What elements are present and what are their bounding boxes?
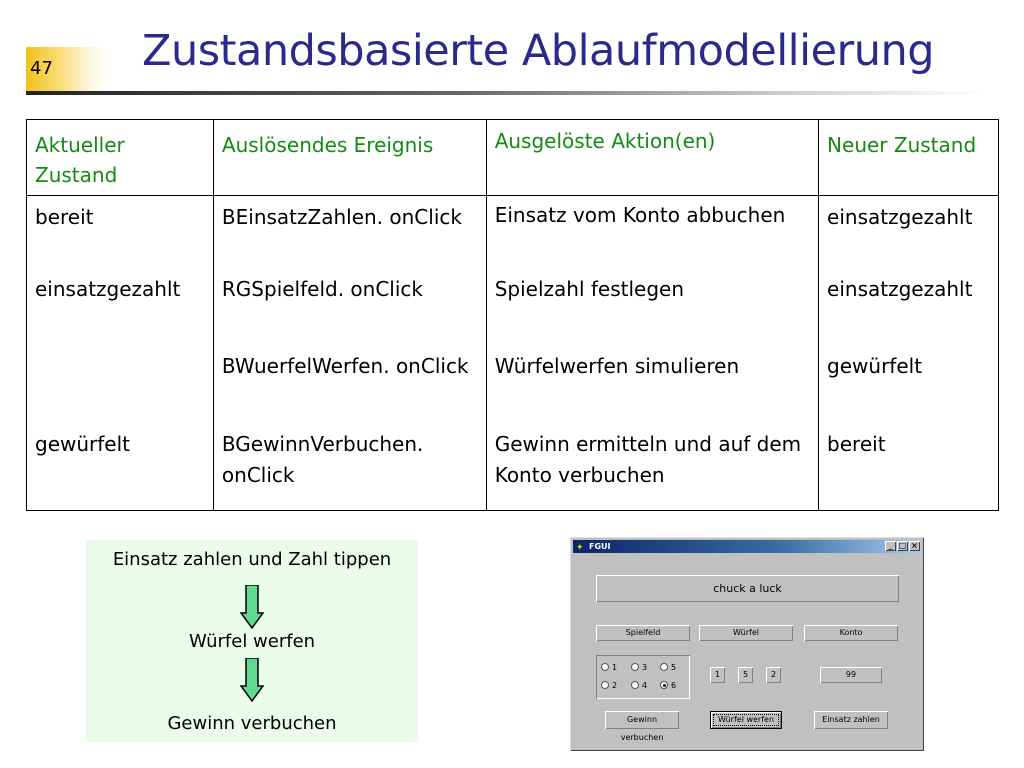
workflow-box: [86, 540, 418, 742]
radio-label: 5: [671, 663, 677, 672]
table-row: [27, 274, 999, 351]
section-label-spielfeld: Spielfeld: [596, 625, 690, 641]
table-cell: Gewinn ermitteln und auf dem Konto verbuchen: [486, 429, 818, 511]
table-cell: RGSpielfeld. onClick: [213, 274, 486, 351]
window-titlebar[interactable]: [573, 540, 921, 553]
die-value: 1: [710, 667, 725, 683]
radio-label: 6: [671, 681, 677, 690]
minimize-button[interactable]: _: [885, 541, 896, 551]
page-number: 47: [26, 47, 110, 91]
table-row: [27, 196, 999, 274]
header-current-state: Aktueller Zustand: [27, 120, 214, 196]
table-cell: einsatzgezahlt: [819, 274, 999, 351]
section-label-konto: Konto: [804, 625, 898, 641]
gewinn-verbuchen-button[interactable]: Gewinn verbuchen: [605, 711, 679, 729]
radio-label: 4: [642, 681, 648, 690]
radio-option-1[interactable]: [601, 663, 617, 673]
table-cell: BWuerfelWerfen. onClick: [213, 351, 486, 429]
radio-option-6[interactable]: [660, 681, 676, 691]
down-arrow-icon: [240, 585, 264, 629]
table-row: [27, 429, 999, 511]
radio-option-4[interactable]: [631, 681, 647, 691]
account-balance: 99: [820, 667, 882, 683]
table-cell: Spielzahl festlegen: [486, 274, 818, 351]
state-transition-table: [26, 119, 999, 511]
radio-option-5[interactable]: [660, 663, 676, 673]
down-arrow-icon: [240, 658, 264, 702]
radio-label: 2: [612, 681, 618, 690]
table-cell: gewürfelt: [819, 351, 999, 429]
radio-label: 3: [642, 663, 648, 672]
table-cell: bereit: [27, 196, 214, 274]
radio-button-icon: [631, 681, 639, 689]
slide-title: Zustandsbasierte Ablaufmodellierung: [142, 26, 935, 76]
radio-option-2[interactable]: [601, 681, 617, 691]
die-value: 2: [766, 667, 781, 683]
header-new-state: Neuer Zustand: [819, 120, 999, 196]
radio-button-icon: [601, 663, 609, 671]
radio-group-spielfeld: [596, 655, 690, 699]
window-title: FGUI: [589, 542, 611, 551]
wuerfel-werfen-button[interactable]: Würfel werfen: [710, 711, 782, 729]
header-trigger-event: Auslösendes Ereignis: [213, 120, 486, 196]
app-window: [570, 537, 924, 751]
workflow-step: Einsatz zahlen und Zahl tippen: [112, 549, 392, 570]
radio-option-3[interactable]: [631, 663, 647, 673]
radio-button-selected-icon: [660, 681, 668, 689]
einsatz-zahlen-button[interactable]: Einsatz zahlen: [814, 711, 888, 729]
title-divider: [26, 91, 986, 95]
maximize-button[interactable]: □: [898, 541, 907, 550]
table-cell: Würfelwerfen simulieren: [486, 351, 818, 429]
table-header-row: [27, 120, 999, 196]
radio-button-icon: [660, 663, 668, 671]
radio-label: 1: [612, 663, 618, 672]
radio-button-icon: [631, 663, 639, 671]
table-cell: Einsatz vom Konto abbuchen: [486, 196, 818, 274]
die-value: 5: [738, 667, 753, 683]
workflow-step: Gewinn verbuchen: [167, 713, 337, 734]
table-cell: gewürfelt: [27, 429, 214, 511]
section-label-wuerfel: Würfel: [699, 625, 793, 641]
table-cell: BEinsatzZahlen. onClick: [213, 196, 486, 274]
header-triggered-action: Ausgelöste Aktion(en): [486, 120, 818, 196]
table-cell: [27, 351, 214, 429]
table-cell: einsatzgezahlt: [27, 274, 214, 351]
radio-button-icon: [601, 681, 609, 689]
close-button[interactable]: ×: [909, 541, 920, 551]
workflow-step: Würfel werfen: [188, 631, 316, 652]
table-row: [27, 351, 999, 429]
app-icon: ✦: [576, 543, 584, 553]
table-cell: einsatzgezahlt: [819, 196, 999, 274]
table-cell: bereit: [819, 429, 999, 511]
table-cell: BGewinnVerbuchen. onClick: [213, 429, 486, 511]
banner-label: chuck a luck: [596, 575, 899, 602]
